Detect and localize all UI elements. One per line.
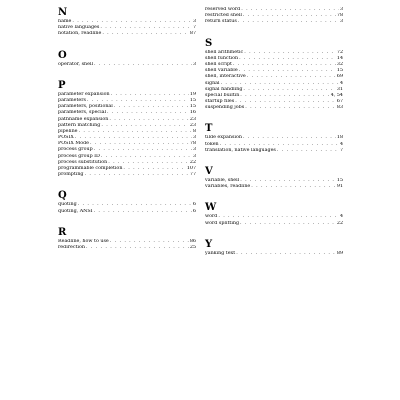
index-page-number: 23 (189, 122, 196, 128)
index-section (58, 7, 196, 38)
index-page-number: 3 (192, 19, 196, 24)
section-entries (58, 19, 196, 38)
index-page-number: 4 (339, 80, 343, 86)
index-page-number: 31 (336, 86, 343, 92)
index-page-number: 67 (336, 99, 343, 105)
index-page-number: 18 (336, 135, 343, 141)
index-term: word (205, 214, 218, 220)
index-page-number: 4, 54 (330, 92, 343, 98)
index-page-number: 87 (189, 31, 196, 37)
index-term: variable, shell (205, 178, 240, 183)
index-entry[interactable] (58, 31, 196, 37)
dot-leader (236, 251, 336, 257)
index-page-number: 15 (336, 178, 343, 183)
section-letter-heading: V (205, 166, 213, 177)
index-page-number: 6 (192, 202, 196, 208)
index-page-number: 6 (192, 208, 196, 214)
index-term: parameter expansion (58, 91, 110, 97)
dot-leader (86, 245, 189, 251)
index-term: signal handling (205, 86, 243, 92)
index-entry[interactable] (205, 251, 343, 257)
index-page-number: 15 (336, 68, 343, 74)
index-entry[interactable] (205, 19, 343, 25)
index-page-number: 78 (189, 141, 196, 147)
index-page-number: 86 (189, 238, 196, 244)
index-section (205, 123, 343, 154)
index-section (205, 239, 343, 257)
index-section (205, 166, 343, 190)
index-term: programmable completion (58, 166, 123, 171)
index-page-number: 4 (339, 214, 343, 220)
dot-leader (277, 148, 339, 154)
index-term: shell variable (205, 68, 238, 74)
index-term: tilde expansion (205, 135, 242, 141)
dot-leader (240, 221, 336, 227)
dot-leader (85, 172, 189, 178)
index-term: yanking text (205, 250, 236, 256)
index-entry[interactable] (205, 221, 343, 227)
index-term: shell function (205, 55, 239, 61)
index-term: native languages (58, 25, 100, 31)
index-term: variables, readline (205, 184, 251, 190)
index-term: prompting (58, 172, 84, 178)
index-term: restricted shell (205, 13, 242, 19)
dot-leader (238, 19, 339, 25)
index-page-number: 4 (339, 141, 343, 147)
index-column-right (205, 7, 343, 269)
index-section (58, 80, 196, 179)
section-entries (58, 92, 196, 179)
index-entry[interactable] (58, 62, 196, 68)
index-entry[interactable] (58, 209, 196, 215)
index-page-number: 3 (339, 7, 343, 12)
index-term: operator, shell (58, 61, 94, 67)
index-page-number: 14 (336, 55, 343, 61)
index-term: redirection (58, 244, 85, 250)
index-term: parameters, positional (58, 104, 113, 110)
index-term: suspending jobs (205, 105, 245, 111)
section-letter-heading: O (58, 49, 67, 61)
dot-leader (102, 31, 189, 37)
section-letter-heading: Y (205, 238, 213, 250)
index-term: signal (205, 80, 220, 86)
index-term: process substitution (58, 159, 108, 165)
index-page-number: 83 (336, 105, 343, 111)
index-page-number: 15 (189, 97, 196, 103)
index-term: parameters (58, 97, 86, 103)
index-page-number: 69 (336, 74, 343, 80)
index-term: startup files (205, 99, 235, 105)
section-entries (205, 7, 343, 26)
index-page-number: 107 (186, 166, 196, 171)
index-page-number: 7 (192, 25, 196, 31)
index-page-number: 22 (189, 159, 196, 165)
index-page-number: 8 (192, 128, 196, 134)
index-term: token (205, 141, 219, 147)
index-page-number: 91 (336, 184, 343, 190)
index-term: name (58, 19, 72, 24)
dot-leader (245, 105, 336, 111)
section-entries (205, 178, 343, 190)
index-term: notation, readline (58, 31, 102, 37)
index-term: shell, interactive (205, 74, 246, 80)
index-page-number: 3 (192, 135, 196, 141)
section-entries (205, 135, 343, 154)
index-page-number: 78 (336, 13, 343, 19)
index-page-number: 7 (339, 147, 343, 153)
index-term: POSIX Mode (58, 141, 89, 147)
index-entry[interactable] (205, 148, 343, 154)
index-term: Readline, how to use (58, 238, 109, 244)
index-page-number: 3 (339, 19, 343, 25)
index-term: quoting (58, 202, 77, 208)
index-term: pathname expansion (58, 116, 109, 122)
section-entries (58, 202, 196, 214)
section-entries (205, 251, 343, 257)
index-term: special builtin (205, 92, 240, 98)
dot-leader (94, 209, 192, 215)
index-page-number: 3 (192, 153, 196, 159)
index-section (205, 7, 343, 26)
index-term: pipeline (58, 128, 78, 134)
index-term: process group ID (58, 153, 100, 159)
index-page-number: 19 (189, 91, 196, 97)
index-section (58, 50, 196, 68)
section-letter-heading: N (58, 7, 68, 18)
index-page-number: 25 (189, 244, 196, 250)
section-letter-heading: P (58, 79, 66, 91)
index-page-number: 32 (336, 61, 343, 67)
index-page-number: 15 (189, 104, 196, 110)
index-section (205, 202, 343, 226)
section-letter-heading: S (205, 37, 213, 49)
index-term: pattern matching (58, 122, 101, 128)
index-page-number: 22 (336, 220, 343, 226)
index-section (58, 190, 196, 214)
section-entries (205, 214, 343, 226)
index-term: shell script (205, 61, 232, 67)
index-entry[interactable] (205, 184, 343, 190)
index-page-number: 23 (189, 116, 196, 122)
section-letter-heading: T (205, 123, 213, 135)
index-term: process group (58, 147, 93, 153)
section-letter-heading: R (58, 226, 67, 238)
dot-leader (94, 62, 192, 68)
index-term: parameters, special (58, 110, 107, 116)
section-entries (58, 239, 196, 251)
index-term: return status (205, 19, 237, 25)
index-entry[interactable] (58, 245, 196, 251)
index-term: reserved word (205, 7, 241, 12)
index-entry[interactable] (205, 105, 343, 111)
index-page-number: 3 (192, 147, 196, 153)
index-column-left (58, 7, 196, 263)
section-letter-heading: W (205, 202, 217, 214)
index-term: POSIX (58, 135, 74, 141)
index-page-number: 72 (336, 49, 343, 55)
index-term: translation, native languages (205, 147, 276, 153)
section-entries (205, 50, 343, 112)
index-page-number: 3 (192, 61, 196, 67)
section-entries (58, 62, 196, 68)
section-letter-heading: Q (58, 190, 67, 202)
index-page-number: 16 (189, 110, 196, 116)
index-page-number: 89 (336, 250, 343, 256)
dot-leader (251, 184, 336, 190)
index-term: word splitting (205, 220, 240, 226)
index-page-number: 77 (189, 172, 196, 178)
index-term: shell arithmetic (205, 49, 244, 55)
index-entry[interactable] (58, 172, 196, 178)
index-section (205, 38, 343, 112)
index-section (58, 227, 196, 251)
index-term: quoting, ANSI (58, 208, 93, 214)
